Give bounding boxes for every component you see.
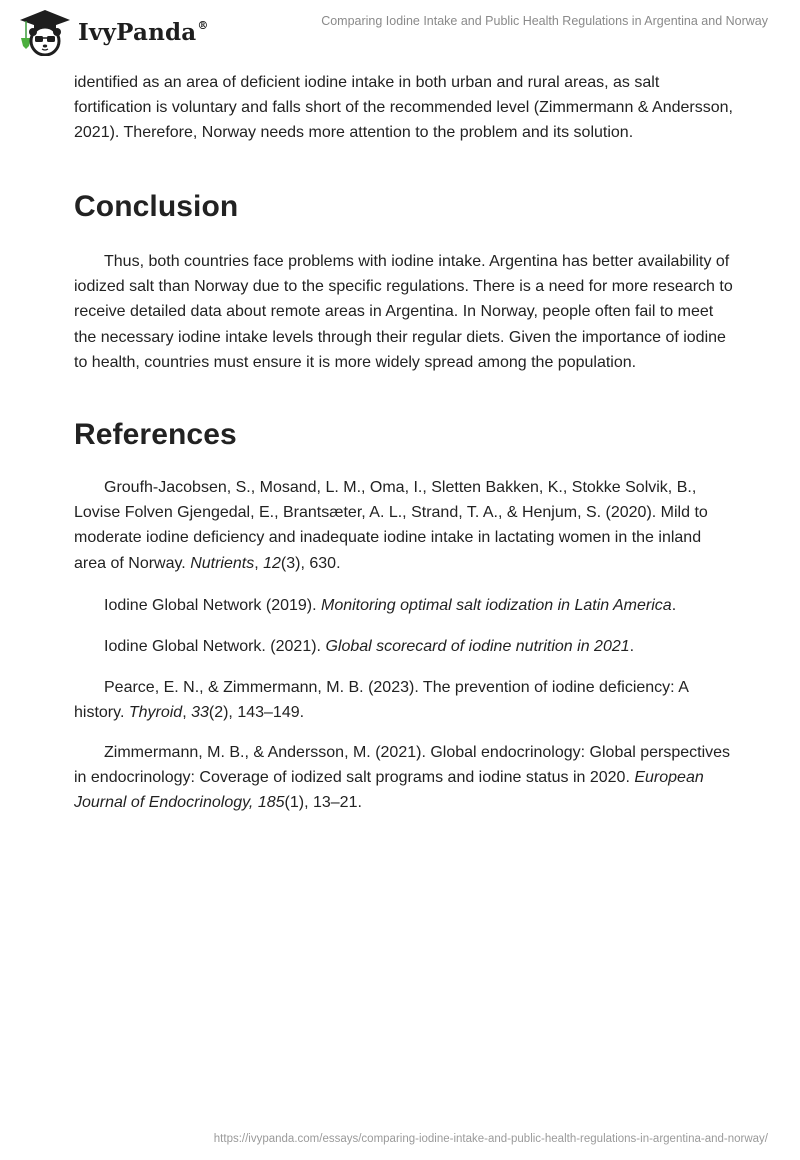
reference-item (74, 593, 734, 618)
page-header (0, 0, 800, 62)
reference-text: Iodine Global Network. (2021). (104, 638, 326, 655)
reference-text: Pearce, E. N., & Zimmermann, M. B. (2023). The prevention of iodine deficiency: A history. (74, 679, 688, 722)
reference-issue-pages: (2), 143–149. (208, 704, 305, 722)
reference-journal: European Journal of Endocrinology, (74, 769, 704, 812)
reference-volume: 185 (257, 794, 285, 812)
ivypanda-logo[interactable] (18, 8, 209, 56)
reference-title: Global scorecard of iodine nutrition in 2021 (325, 638, 630, 655)
panda-graduate-icon (18, 8, 72, 56)
conclusion-heading: Conclusion (74, 190, 239, 223)
reference-text: Iodine Global Network (2019). (104, 597, 321, 614)
reference-issue-pages: (1), 13–21. (284, 794, 362, 812)
reference-volume: 33 (191, 704, 209, 722)
reference-separator: , (254, 554, 264, 572)
reference-title: Monitoring optimal salt iodization in Latin America (321, 597, 672, 614)
document-title: Comparing Iodine Intake and Public Health Regulations in Argentina and Norway (321, 14, 768, 28)
reference-end: . (629, 638, 635, 655)
reference-journal: Thyroid (128, 704, 183, 722)
reference-separator: , (182, 704, 192, 722)
reference-issue-pages: (3), 630. (280, 554, 341, 572)
reference-item (74, 675, 734, 725)
reference-item (74, 475, 734, 576)
reference-journal: Nutrients (190, 554, 255, 572)
reference-end: . (671, 597, 677, 614)
reference-item (74, 740, 734, 816)
registered-mark: ® (197, 18, 209, 32)
intro-continuation-paragraph: identified as an area of deficient iodine intake in both urban and rural areas, as salt fortification is voluntary and falls short of the recommended level (Zimmermann & Andersson, 2021). Therefore, Norway needs more attention to the problem and its solution. (74, 74, 733, 142)
essay-content (74, 70, 734, 812)
reference-text: Zimmermann, M. B., & Andersson, M. (2021). Global endocrinology: Global perspectives in endocrinology: Coverage of iodized salt programs and iodine status in 2020. (74, 744, 731, 787)
conclusion-paragraph: Thus, both countries face problems with iodine intake. Argentina has better availability of iodized salt than Norway due to the specific regulations. There is a need for more research to receive detailed data about remote areas in Argentina. In Norway, people often fail to meet the necessary iodine intake levels through their regular diets. Given the importance of iodine to health, countries must ensure it is more widely spread among the population. (74, 253, 733, 371)
reference-volume: 12 (263, 554, 281, 572)
logo-wordmark (78, 19, 209, 46)
logo-name: IvyPanda (78, 18, 197, 46)
source-url-link[interactable]: https://ivypanda.com/essays/comparing-iodine-intake-and-public-health-regulations-in-argentina-and-norway/ (213, 1133, 768, 1145)
references-heading: References (74, 418, 237, 451)
reference-item (74, 634, 734, 659)
reference-text: Groufh-Jacobsen, S., Mosand, L. M., Oma, I., Sletten Bakken, K., Stokke Solvik, B., Lovise Folven Gjengedal, E., Brantsæter, A. L., Strand, T. A., & Henjum, S. (2020). Mild to moderate iodine deficiency and inadequate iodine intake in lactating women in the inland area of Norway. (74, 479, 708, 572)
